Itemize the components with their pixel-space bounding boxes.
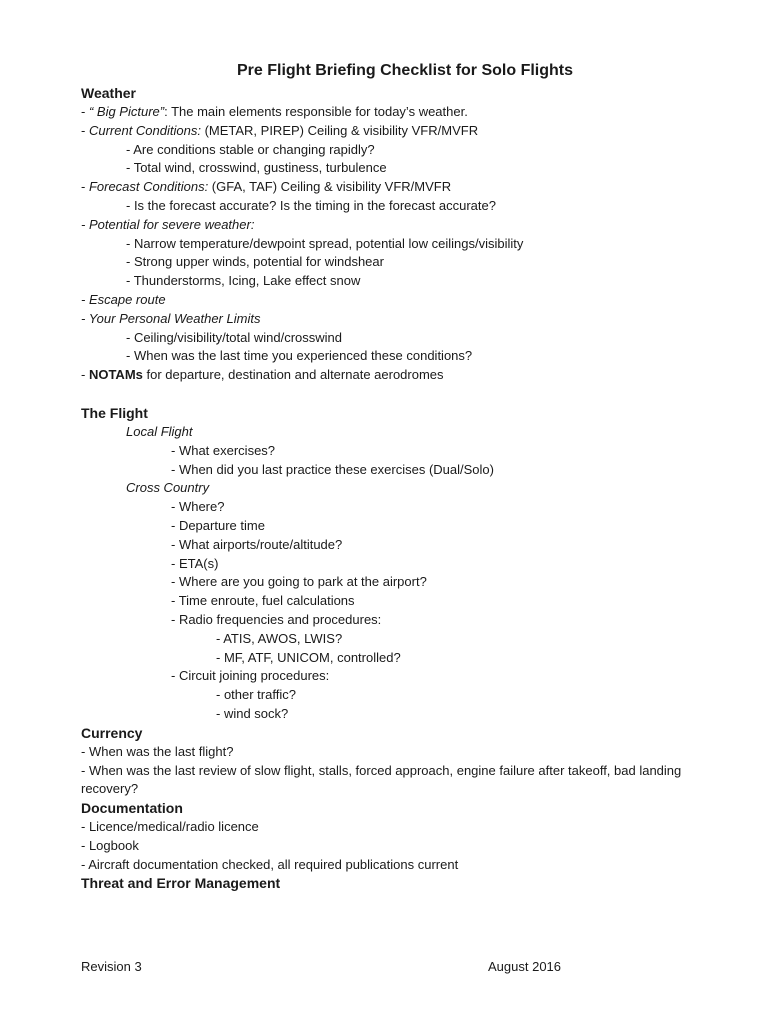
list-item: - Radio frequencies and procedures: <box>171 611 382 627</box>
sub-list-item: - Strong upper winds, potential for windshear <box>126 254 384 270</box>
list-item: - When did you last practice these exercises (Dual/Solo) <box>171 461 494 477</box>
list-item: - Aircraft documentation checked, all required publications current <box>81 856 459 872</box>
list-item: - Where are you going to park at the airport? <box>171 574 427 590</box>
sub-list-item: - other traffic? <box>216 687 296 703</box>
list-item: - What exercises? <box>171 442 276 458</box>
item-label: Escape route <box>88 291 166 307</box>
item-label: Forecast Conditions: <box>88 179 209 195</box>
list-item: - Departure time <box>171 517 265 533</box>
list-item: - What airports/route/altitude? <box>171 536 343 552</box>
sub-list-item: - ATIS, AWOS, LWIS? <box>216 630 343 646</box>
list-item: - Circuit joining procedures: <box>171 668 330 684</box>
list-item: - Time enroute, fuel calculations <box>171 593 355 609</box>
item-label: Potential for severe weather: <box>88 216 255 232</box>
list-item: - Current Conditions: (METAR, PIREP) Ceiling & visibility VFR/MVFR <box>81 122 479 138</box>
footer-revision: Revision 3 <box>81 959 142 974</box>
sub-list-item: - Ceiling/visibility/total wind/crosswind <box>126 329 343 345</box>
list-item: - Forecast Conditions: (GFA, TAF) Ceiling & visibility VFR/MVFR <box>81 179 452 195</box>
section-heading-flight: The Flight <box>81 404 148 421</box>
page-title: Pre Flight Briefing Checklist for Solo Flights <box>236 62 574 79</box>
list-item: - ETA(s) <box>171 555 219 571</box>
sub-list-item: - Narrow temperature/dewpoint spread, potential low ceilings/visibility <box>126 235 524 251</box>
list-item: - Potential for severe weather: <box>81 216 255 232</box>
list-item: - When was the last review of slow flight, stalls, forced approach, engine failure after takeoff, bad landing recovery? <box>81 762 682 797</box>
sub-list-item: - MF, ATF, UNICOM, controlled? <box>216 649 401 665</box>
subsection-label-cross-country: Cross Country <box>126 480 210 496</box>
list-item: - Escape route <box>81 291 166 307</box>
section-heading-weather: Weather <box>81 85 136 101</box>
sub-list-item: - Thunderstorms, Icing, Lake effect snow <box>126 273 361 289</box>
section-heading-tem: Threat and Error Management <box>81 875 281 892</box>
sub-list-item: - wind sock? <box>216 705 289 721</box>
sub-list-item: - Are conditions stable or changing rapidly? <box>126 141 375 157</box>
checklist-body <box>81 84 731 893</box>
list-item: - Your Personal Weather Limits <box>81 310 261 326</box>
subsection-label-local: Local Flight <box>126 423 193 439</box>
list-item: - Licence/medical/radio licence <box>81 819 259 835</box>
item-label: NOTAMs <box>88 367 143 383</box>
item-label: Your Personal Weather Limits <box>88 310 261 326</box>
item-label: Current Conditions: <box>88 122 201 138</box>
sub-list-item: - Total wind, crosswind, gustiness, turbulence <box>126 160 387 176</box>
list-item: - NOTAMs for departure, destination and alternate aerodromes <box>81 367 444 383</box>
sub-list-item: - Is the forecast accurate? Is the timing in the forecast accurate? <box>126 197 496 213</box>
item-label: “ Big Picture” <box>88 104 165 119</box>
list-item: - Logbook <box>81 837 139 853</box>
list-item: - Where? <box>171 499 225 515</box>
section-heading-documentation: Documentation <box>81 800 183 817</box>
list-item: - When was the last flight? <box>81 743 234 759</box>
section-heading-currency: Currency <box>81 724 143 741</box>
footer-date: August 2016 <box>488 959 562 974</box>
list-item: - “ Big Picture”: The main elements responsible for today’s weather. <box>81 104 468 119</box>
sub-list-item: - When was the last time you experienced these conditions? <box>126 348 473 364</box>
